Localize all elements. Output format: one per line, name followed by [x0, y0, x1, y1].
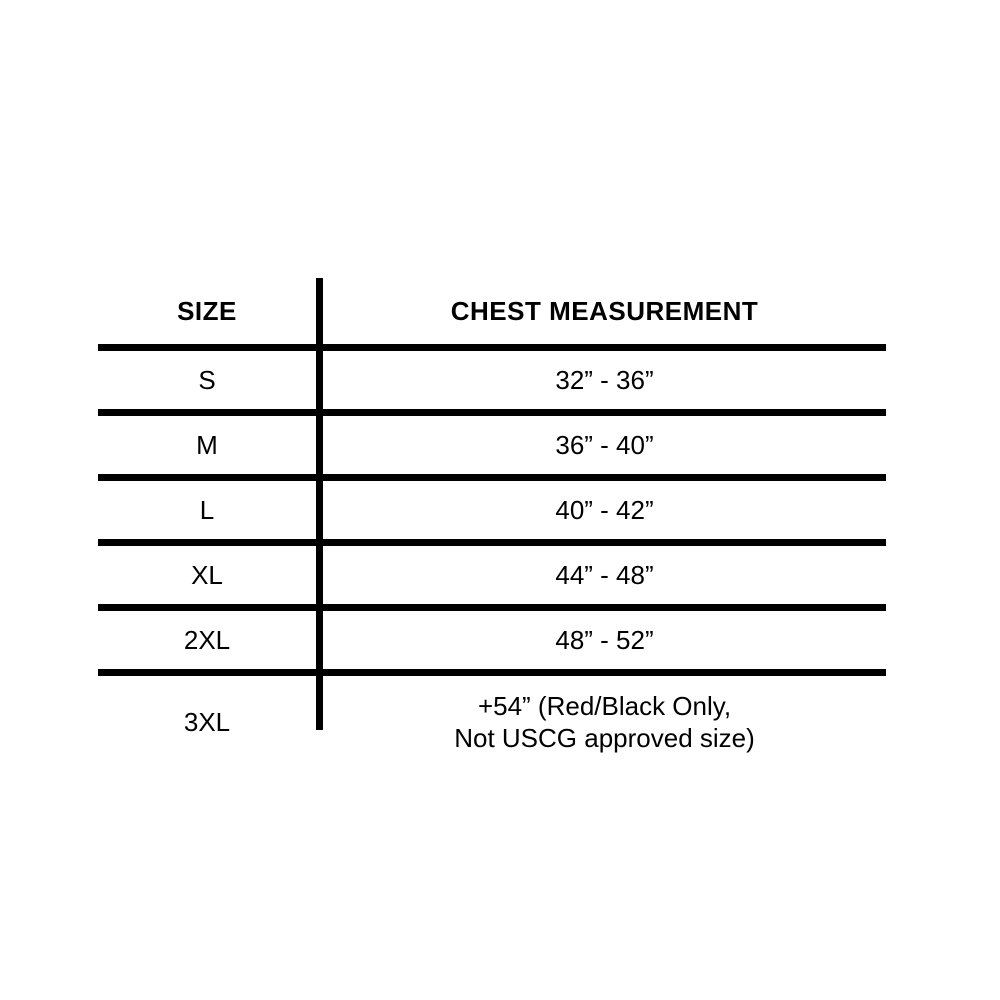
table-rule	[98, 344, 886, 351]
table-rule	[98, 604, 886, 611]
size-chart-table	[98, 278, 886, 768]
cell-chest-line1: +54” (Red/Black Only,	[477, 690, 732, 721]
cell-chest	[316, 690, 886, 755]
table-row	[98, 676, 886, 768]
table-row	[98, 481, 886, 539]
header-cell-chest: CHEST MEASUREMENT	[450, 295, 759, 326]
cell-size: XL	[191, 559, 223, 590]
cell-size: 2XL	[183, 624, 231, 655]
cell-size: 3XL	[183, 706, 231, 737]
cell-chest: 32” - 36”	[555, 364, 654, 395]
cell-chest: 40” - 42”	[555, 494, 654, 525]
table-row	[98, 351, 886, 409]
cell-size: S	[198, 364, 216, 395]
cell-chest: 44” - 48”	[555, 559, 654, 590]
cell-size: L	[199, 494, 215, 525]
table-header-row	[98, 278, 886, 344]
cell-chest: 48” - 52”	[555, 624, 654, 655]
table-row	[98, 611, 886, 669]
cell-chest-line2: Not USCG approved size)	[454, 723, 755, 753]
table-grid	[98, 278, 886, 768]
table-rule	[98, 409, 886, 416]
table-rule	[98, 539, 886, 546]
cell-chest: 36” - 40”	[555, 429, 654, 460]
table-row	[98, 416, 886, 474]
cell-size: M	[196, 429, 218, 460]
header-cell-size: SIZE	[177, 295, 237, 326]
table-row	[98, 546, 886, 604]
table-rule	[98, 669, 886, 676]
table-rule	[98, 474, 886, 481]
